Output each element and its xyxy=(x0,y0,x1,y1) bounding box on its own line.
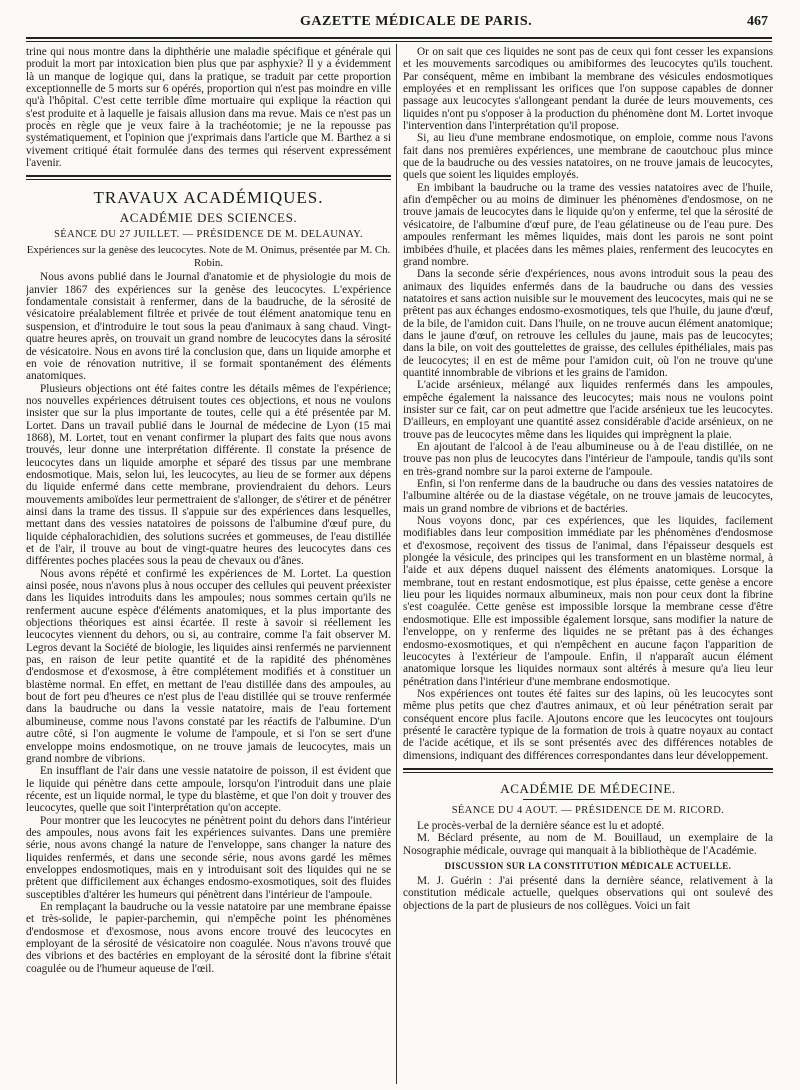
section-rule xyxy=(26,175,391,180)
paragraph: trine qui nous montre dans la diphthérie une maladie spécifique et générale qui produit la mort par intoxication bien plus que par asphyxie? Il y a évidemment là un manque de logique qui, dans la pratique, se traduit par cette proportion exceptionnelle de 5 morts sur 6 opérés, proportion qui n'est pas moindre en ville qu'à l'hôpital. C'est cette terrible dîme mortuaire qui explique la réaction qui s'est produite et à laquelle je faisais allusion dans ma revue. Mais ce n'est pas un procès en règle que je veux faire à la trachéotomie; je ne la repousse pas systématiquement, et l'opinion que j'exprimais dans l'article que M. Barthez a si vivement critiqué était formulée dans des termes qui réservent expressément l'avenir. xyxy=(26,46,391,170)
section-title: TRAVAUX ACADÉMIQUES. xyxy=(93,188,324,208)
paragraph: L'acide arsénieux, mélangé aux liquides renfermés dans les ampoules, empêche également la naissance des leucocytes; mais nous ne voulons point insister sur ce fait, car on peut admettre que l'acide arsénieux tue les leucocytes. D'ailleurs, en employant une quantité assez considérable d'acide arsénieux, on ne trouve pas de leucocytes même dans les liquides qui imprègnent la plaie. xyxy=(403,379,773,441)
paragraph: En ajoutant de l'alcool à de l'eau albumineuse ou à de l'eau distillée, on ne trouve pas non plus de leucocytes dans l'intérieur de l'ampoule, tandis qu'ils sont en très-grand nombre sur la paroi externe de l'ampoule. xyxy=(403,441,773,478)
paragraph: Le procès-verbal de la dernière séance est lu et adopté. xyxy=(417,819,665,832)
paragraph: Si, au lieu d'une membrane endosmotique, on emploie, comme nous l'avons fait dans nos premières expériences, une membrane de caoutchouc plus mince que de la baudruche ou des vessies natatoires, on ne trouve jamais de leucocytes, quels que soient les liquides employés. xyxy=(403,132,773,182)
section-title: ACADÉMIE DE MÉDECINE. xyxy=(500,780,676,796)
paragraph: En remplaçant la baudruche ou la vessie natatoire par une membrane épaisse et très-solide, le papier-parchemin, qui n'empêche point les phénomènes d'endosmose et d'exosmose, nous avons encore trouvé des leucocytes en employant de la sérosité de vésicatoire non coagulée. Nous n'avons trouvé que des vibrions et des bactéries en employant de la sérosité dont la fibrine s'était coagulée ou de l'humeur aqueuse de l'œil. xyxy=(26,900,391,975)
paragraph: Nous avons publié dans le Journal d'anatomie et de physiologie du mois de janvier 1867 des expériences sur la genèse des leucocytes. L'expérience fondamentale consistait à renfermer, dans de la baudruche, de la sérosité de vésicatoire préalablement filtrée et privée de tout élément anatomique tenu en suspension, et d'introduire le tout sous la peau d'animaux à sang chaud. Vingt-quatre heures après, on trouvait un grand nombre de leucocytes dans la sérosité de vésicatoire. Nous en avons tiré la conclusion que, dans un liquide amorphe et en voie de rénovation nutritive, il se formait spontanément des éléments anatomiques. xyxy=(26,271,391,383)
paragraph: Pour montrer que les leucocytes ne pénètrent point du dehors dans l'intérieur des ampoules, nous avons fait les expériences suivantes. Dans une première série, nous avons changé la nature de l'enveloppe, sans changer la nature des liquides renfermés, et dans une seconde série, nous avons gardé les mêmes enveloppes endosmotiques, mais en y introduisant soit des liquides qui ne se prêtent que difficilement aux échanges endosmo-exosmotiques, soit des fluides susceptibles d'altérer les humeurs qui pénètrent dans l'intérieur de l'ampoule. xyxy=(26,814,391,901)
column-divider xyxy=(396,44,397,1084)
paragraph: M. Béclard présente, au nom de M. Bouillaud, un exemplaire de la Nosographie médicale, ouvrage qui manquait à la bibliothèque de l'Académie. xyxy=(403,832,773,857)
session-line: SÉANCE DU 4 AOUT. — PRÉSIDENCE DE M. RICORD. xyxy=(451,804,725,816)
right-column xyxy=(403,46,773,1082)
paragraph: Plusieurs objections ont été faites contre les détails mêmes de l'expérience; nos nouvelles expériences détruisent toutes ces objections, et nous ne voulons insister que sur la plus importante de toutes, celle qui a été présentée par M. Lortet. Dans un travail publié dans le Journal de médecine de Lyon (15 mai 1868), M. Lortet, tout en venant confirmer la plupart des faits que nous avons trouvés, leur donne une interprétation différente. Il constate la présence de leucocytes dans un liquide amorphe et séparé des tissus par une membrane endosmotique. Mais, selon lui, les leucocytes, au lieu de se former aux dépens du liquide enfermé dans cette membrane, proviendraient du dehors. Leurs mouvements amiboïdes leur permettraient de s'allonger, de s'étirer et de pénétrer ainsi dans la trame des tissus. Il s'appuie sur des expériences dans lesquelles, mettant dans des vessies natatoires de poissons de l'albumine d'œuf pure, du liquide céphalorachidien, des solutions sucrées et gommeuses, de l'eau distillée et de l'air, il trouve au bout de vingt-quatre heures des leucocytes dans ces différentes poches placées sous la peau de chevaux ou d'ânes. xyxy=(26,382,391,568)
paragraph: Nous avons répété et confirmé les expériences de M. Lortet. La question ainsi posée, nous n'avons plus à nous occuper des cellules qui peuvent préexister dans les liquides introduits dans les ampoules; nous sommes certain qu'ils ne renferment aucune espèce d'éléments anatomiques, et la plus importante des objections théoriques est ainsi écartée. Il reste à savoir si réellement les leucocytes viennent du dehors, ou si, au contraire, comme l'a fait observer M. Legros devant la Société de biologie, les liquides ainsi renfermés ne parviennent pas, en raison de leur petite quantité et de la rapidité des phénomènes d'endosmose et d'exosmose, à être complétement modifiés et à constituer un blastème normal. En effet, en mettant de l'eau distillée dans des ampoules, au bout de fort peu d'heures ce n'est plus de l'eau distillée qui se trouve renfermée dans la baudruche ou dans la vessie natatoire, mais de l'eau fortement albumineuse, comme nous l'avons constaté par les réactifs de l'albumine. D'un autre côté, si l'on augmente le volume de l'ampoule, et si l'on se sert d'une enveloppe moins endosmotique, on ne trouve jamais de leucocytes, mais un grand nombre de vibrions. xyxy=(26,567,391,765)
section-rule xyxy=(403,768,773,773)
page-number: 467 xyxy=(747,14,768,29)
paragraph: Nous voyons donc, par ces expériences, que les liquides, facilement modifiables dans leur composition immédiate par les phénomènes d'endosmose et d'exosmose, reçoivent des tissus de l'animal, dans l'épaisseur desquels est plongée la vésicule, des principes qui les transforment en un blastème normal, à l'aide et aux dépens duquel naissent des éléments anatomiques. Lorsque la membrane, tout en restant endosmotique, est plus épaisse, cette genèse a encore lieu pour les liquides normaux albumineux, mais non pour ceux dont la fibrine s'est coagulée. Cette genèse est impossible lorsque la membrane cesse d'être endosmotique. Elle est impossible également lorsque, sans modifier la nature de l'enveloppe, on y renferme des liquides ne se prêtant pas à des échanges endosmo-exosmotiques, et qui n'empêchent en aucune façon l'apparition de leucocytes à l'extérieur de l'ampoule. Enfin, il n'apparaît aucun élément anatomique lorsque les liquides normaux sont altérés à mesure qu'a lieu leur pénétration dans l'intérieur d'une membrane endosmotique. xyxy=(403,515,773,688)
discussion-title: DISCUSSION SUR LA CONSTITUTION MÉDICALE ACTUELLE. xyxy=(444,860,732,871)
running-title: GAZETTE MÉDICALE DE PARIS. xyxy=(300,14,533,29)
article-title: Expériences sur la genèse des leucocytes. Note de M. Onimus, présentée par M. Ch. Robin. xyxy=(26,244,391,269)
session-line: SÉANCE DU 27 JUILLET. — PRÉSIDENCE DE M. DELAUNAY. xyxy=(54,229,363,241)
title-underline xyxy=(523,799,653,800)
paragraph: En insufflant de l'air dans une vessie natatoire de poisson, il est évident que le liquide qui pénètre dans cette ampoule, lorsqu'on l'introduit dans une plaie récente, est un liquide normal, le type du blastème, et que l'on doit y trouver des leucocytes, quelle que soit l'interprétation qu'on accepte. xyxy=(26,765,391,815)
paragraph: Dans la seconde série d'expériences, nous avons introduit sous la peau des animaux des liquides enfermés dans de la baudruche ou dans des vessies natatoires et sans action nuisible sur le mouvement des leucocytes, mais qui ne se prêtent pas aux échanges endosmo-exosmotiques, tels que l'huile, du jaune d'œuf, de la bile, de l'amidon cuit. Dans l'huile, on ne trouve aucun élément anatomique; dans le jaune d'œuf, on retrouve les cellules du jaune, mais pas de leucocytes; dans la bile, on voit des gouttelettes de graisse, des cellules épithéliales, mais pas de leucocytes; il en est de même pour l'amidon cuit, où l'on ne trouve qu'une quantité innombrable de vibrions et les grains de l'amidon. xyxy=(403,268,773,379)
page-header xyxy=(0,0,800,38)
paragraph: Enfin, si l'on renferme dans de la baudruche ou dans des vessies natatoires de l'albumine altérée ou de la diastase végétale, on ne trouve jamais de leucocytes, mais un grand nombre de vibrions et de bactéries. xyxy=(403,478,773,515)
paragraph: Or on sait que ces liquides ne sont pas de ceux qui font cesser les expansions et les mouvements sarcodiques ou amibiformes des leucocytes qu'ils touchent. Par conséquent, même en imbibant la membrane des vésicules endosmotiques employées et en remplissant les orifices que l'on suppose capables de donner passage aux leucocytes s'allongeant pendant la durée de leurs mouvements, ces liquides n'ont pu s'opposer à la production du phénomène dont M. Lortet invoque l'intervention dans l'interprétation qu'il propose. xyxy=(403,46,773,133)
paragraph: Nos expériences ont toutes été faites sur des lapins, où les leucocytes sont même plus petits que chez d'autres animaux, et où leur pénétration serait par conséquent encore plus facile. Ajoutons encore que les leucocytes ont toujours présenté le caractère typique de la formation de trois à quatre noyaux au contact de l'acide acétique, et ils se sont présentés avec des différences notables de dimensions, indiquant des différences correspondantes dans leur développement. xyxy=(403,687,773,762)
header-rule xyxy=(26,37,772,39)
left-column xyxy=(26,46,391,1082)
paragraph: En imbibant la baudruche ou la trame des vessies natatoires avec de l'huile, afin d'empêcher ou au moins de diminuer les phénomènes d'endosmose, on ne trouve jamais de leucocytes dans le liquide qu'on y enferme, tel que la sérosité de vésicatoire, de l'albumine d'œuf pure, de l'eau gélatineuse ou de l'eau pure. Des ampoules renfermant les mêmes liquides, mais dont les parois ne sont point imbibées d'huile, et placées dans les mêmes plaies, renferment des leucocytes en grand nombre. xyxy=(403,181,773,268)
header-rule-thin xyxy=(26,41,772,42)
subsection-title: ACADÉMIE DES SCIENCES. xyxy=(119,210,298,226)
paragraph: M. J. Guérin : J'ai présenté dans la dernière séance, relativement à la constitution médicale actuelle, quelques observations qui ont soulevé des objections de la part de plusieurs de nos collègues. Voici un fait xyxy=(403,874,773,912)
